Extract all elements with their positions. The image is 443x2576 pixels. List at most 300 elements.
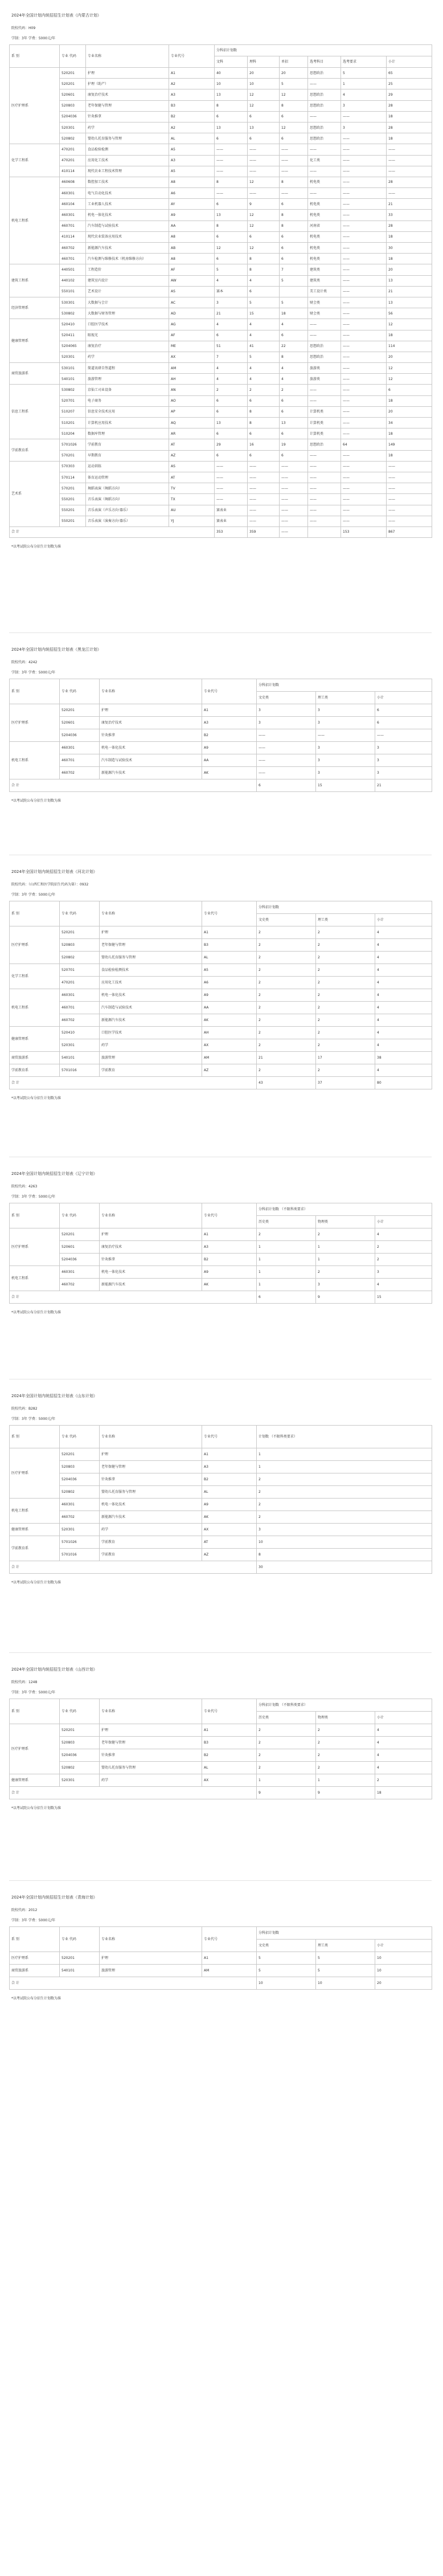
cell-t: 56 <box>387 308 432 319</box>
cell-mc: A3 <box>202 1241 257 1254</box>
cell-r: —— <box>341 494 387 505</box>
cell-r: —— <box>341 254 387 264</box>
cell-code: 540101 <box>60 1052 100 1064</box>
cell-code: 520301 <box>60 352 86 362</box>
table-row <box>10 1014 432 1027</box>
cell-mc: A1 <box>202 1448 257 1461</box>
cell-sub: —— <box>308 450 341 461</box>
cell-t: —— <box>387 166 432 177</box>
cell-l: —— <box>248 516 280 526</box>
cell-t: 25 <box>387 79 432 89</box>
cell-s: 7 <box>280 264 308 275</box>
header-wen: 历史类 <box>257 1216 316 1228</box>
cell-mc: A1 <box>202 1952 257 1965</box>
cell-l: 3 <box>316 742 375 754</box>
cell-name: 汽车检测与维修技术（机房维修方向） <box>86 254 169 264</box>
cell-name: 学前教育 <box>100 1064 202 1077</box>
cell-w: 5 <box>257 1965 316 1977</box>
cell-t: —— <box>387 155 432 166</box>
cell-name: 针灸推拿 <box>100 1749 202 1762</box>
cell-sub: 财会类 <box>308 308 341 319</box>
table-row <box>10 1762 432 1774</box>
table-row <box>10 964 432 977</box>
cell-t: 8 <box>257 1549 432 1561</box>
cell-l: 15 <box>248 308 280 319</box>
cell-t: 38 <box>375 1052 432 1064</box>
table-row <box>10 494 432 505</box>
total-t: 15 <box>375 1291 432 1304</box>
header-code: 专业 代码 <box>60 45 86 68</box>
cell-name: 应用化工技术 <box>86 155 169 166</box>
header-row <box>10 901 432 914</box>
total-row <box>10 1077 432 1089</box>
cell-code: 520201 <box>60 1952 100 1965</box>
dept-cell: 商贸旅游系 <box>10 363 60 385</box>
cell-mc: AT <box>202 1536 257 1549</box>
cell-mc: AL <box>202 1486 257 1499</box>
cell-w: 1 <box>257 1241 316 1254</box>
cell-code: 520601 <box>60 1241 100 1254</box>
school-code: 院校代码：H09 <box>11 26 36 30</box>
cell-t: 2 <box>257 1486 432 1499</box>
cell-s: 19 <box>280 439 308 450</box>
table-row <box>10 450 432 461</box>
cell-s: 6 <box>280 231 308 242</box>
cell-code: 570201 <box>60 483 86 494</box>
cell-sub: —— <box>308 166 341 177</box>
cell-t: 33 <box>387 210 432 221</box>
cell-t: 4 <box>375 1737 432 1749</box>
cell-w: 1 <box>257 1266 316 1279</box>
cell-r: —— <box>341 461 387 472</box>
cell-t: 4 <box>375 1039 432 1052</box>
cell-l: 6 <box>248 286 280 297</box>
total-row <box>10 1561 432 1574</box>
cell-r: —— <box>341 483 387 494</box>
cell-mc: A8 <box>169 177 215 187</box>
cell-l: 8 <box>248 264 280 275</box>
table-row <box>10 297 432 308</box>
total-row <box>10 1977 432 1990</box>
cell-name: 老年保健与管理 <box>100 1461 202 1473</box>
header-majcode: 专业代号 <box>202 901 257 926</box>
header-plan: 分科招计划数 （不限科类要求） <box>257 1699 432 1712</box>
cell-sub: 机电类 <box>308 243 341 254</box>
table-row <box>10 406 432 417</box>
cell-r: —— <box>341 418 387 428</box>
dept-cell: 健康管理系 <box>10 319 60 363</box>
cell-name: 护理 <box>100 704 202 717</box>
cell-l: 2 <box>316 1039 375 1052</box>
cell-mc: AP <box>169 406 215 417</box>
total-w: 43 <box>257 1077 316 1089</box>
table-row <box>10 1448 432 1461</box>
cell-name: 汽车制造与试验技术 <box>100 754 202 767</box>
school-code: 院校代码：2012 <box>11 1908 38 1912</box>
cell-name: 护理（助产） <box>86 79 169 89</box>
cell-mc: AF <box>169 264 215 275</box>
cell-name: 工程造价 <box>86 264 169 275</box>
cell-t: 12 <box>387 374 432 385</box>
cell-l: 2 <box>316 964 375 977</box>
total-s: —— <box>280 526 308 537</box>
cell-t: 20 <box>387 352 432 362</box>
cell-mc: A1 <box>202 704 257 717</box>
cell-mc: AO <box>169 395 215 406</box>
cell-name: 运动训练 <box>86 461 169 472</box>
cell-l: 6 <box>248 111 280 122</box>
header-code: 专业 代码 <box>60 1426 100 1448</box>
cell-code: 460301 <box>60 1266 100 1279</box>
cell-mc: A3 <box>169 89 215 100</box>
cell-l: 8 <box>248 406 280 417</box>
cell-sub: —— <box>308 461 341 472</box>
cell-t: 28 <box>387 122 432 133</box>
cell-mc: A9 <box>202 1266 257 1279</box>
cell-l: 3 <box>316 1279 375 1291</box>
cell-s: —— <box>280 188 308 199</box>
cell-t: 18 <box>387 428 432 439</box>
cell-sub: 机电类 <box>308 210 341 221</box>
cell-code: 5701016 <box>60 1549 100 1561</box>
header-dept: 系 别 <box>10 1203 60 1228</box>
cell-mc: AS <box>169 286 215 297</box>
cell-code: 470201 <box>60 155 86 166</box>
cell-t: 4 <box>375 939 432 952</box>
table-row <box>10 231 432 242</box>
cell-sub: 思想政治 <box>308 352 341 362</box>
cell-r: —— <box>341 111 387 122</box>
cell-sub: 思想政治 <box>308 89 341 100</box>
cell-w: 2 <box>257 1228 316 1241</box>
header-major: 专业名称 <box>100 1203 202 1228</box>
cell-mc: B3 <box>202 939 257 952</box>
table-row <box>10 1774 432 1787</box>
cell-mc: A3 <box>202 1461 257 1473</box>
dept-cell: 建筑工程系 <box>10 264 60 297</box>
cell-code: 460702 <box>60 1279 100 1291</box>
cell-code: 570303 <box>60 461 86 472</box>
cell-t: 28 <box>387 100 432 111</box>
dept-cell: 学前教育系 <box>10 439 60 461</box>
cell-t: 18 <box>387 450 432 461</box>
cell-name: 康复治疗技术 <box>86 89 169 100</box>
cell-mc: A1 <box>169 68 215 79</box>
cell-sub: 河南省 <box>308 221 341 231</box>
divider <box>9 1880 432 1881</box>
total-row <box>10 779 432 792</box>
cell-sub: —— <box>308 516 341 526</box>
header-total: 小计 <box>387 56 432 68</box>
cell-w: 40 <box>215 68 248 79</box>
cell-t: 4 <box>375 977 432 989</box>
cell-mc: AZ <box>202 1549 257 1561</box>
cell-code: 520803 <box>60 100 86 111</box>
cell-l: 6 <box>248 231 280 242</box>
cell-mc: A3 <box>202 717 257 729</box>
cell-code: 460702 <box>60 243 86 254</box>
cell-t: —— <box>387 516 432 526</box>
cell-w: —— <box>215 144 248 155</box>
dept-cell: 机电工程系 <box>10 742 60 779</box>
table-row <box>10 1039 432 1052</box>
cell-t: 34 <box>387 418 432 428</box>
cell-name: 食品检验检测技术 <box>100 964 202 977</box>
table-row <box>10 1002 432 1014</box>
cell-mc: AC <box>169 297 215 308</box>
cell-name: 数据库管理 <box>86 428 169 439</box>
table-row <box>10 717 432 729</box>
school-meta: 学制：3年 学费：5000元/年 <box>11 893 56 897</box>
table-row <box>10 1052 432 1064</box>
cell-mc: AA <box>202 754 257 767</box>
cell-t: 2 <box>257 1499 432 1511</box>
total-label: 合 计 <box>10 779 257 792</box>
cell-l: 1 <box>316 1254 375 1266</box>
cell-code: 410114 <box>60 166 86 177</box>
cell-t: 20 <box>387 264 432 275</box>
cell-t: 28 <box>387 221 432 231</box>
header-li: 物理类 <box>316 1712 375 1724</box>
cell-w: —— <box>215 188 248 199</box>
cell-w: 6 <box>215 428 248 439</box>
cell-r: 3 <box>341 100 387 111</box>
cell-name: 电子商务 <box>86 395 169 406</box>
cell-name: 现代农业工程技术管理 <box>86 166 169 177</box>
header-code: 专业 代码 <box>60 901 100 926</box>
cell-s: —— <box>280 505 308 516</box>
cell-s: —— <box>280 516 308 526</box>
divider <box>9 632 432 633</box>
cell-mc: A1 <box>202 1228 257 1241</box>
cell-mc: A8 <box>169 254 215 264</box>
cell-t: —— <box>387 494 432 505</box>
cell-code: 440102 <box>60 275 86 286</box>
cell-name: 护理 <box>100 1952 202 1965</box>
note: *以考试院公布分招生计划数为准 <box>11 1096 61 1100</box>
cell-w: 2 <box>257 952 316 964</box>
school-code: 院校代码：4242 <box>11 660 38 664</box>
cell-mc: AL <box>169 133 215 144</box>
cell-r: —— <box>341 221 387 231</box>
cell-sub: 机电类 <box>308 231 341 242</box>
cell-sub: 思想政治 <box>308 341 341 352</box>
table-row <box>10 166 432 177</box>
cell-l: 2 <box>316 1749 375 1762</box>
cell-mc: A5 <box>202 964 257 977</box>
header-code: 专业 代码 <box>60 1699 100 1724</box>
cell-mc: AG <box>169 319 215 330</box>
cell-mc: AW <box>169 275 215 286</box>
total-w: 6 <box>257 1291 316 1304</box>
cell-l: 2 <box>316 926 375 939</box>
cell-name: 婴幼儿托育服务与管理 <box>100 1486 202 1499</box>
table-row <box>10 754 432 767</box>
cell-code: 520301 <box>60 122 86 133</box>
cell-t: 4 <box>375 1064 432 1077</box>
cell-code: 550201 <box>60 494 86 505</box>
dept-cell: 医疗护理系 <box>10 1952 60 1965</box>
total-l: 9 <box>316 1787 375 1799</box>
cell-name: 老年保健与管理 <box>100 939 202 952</box>
cell-l: 2 <box>316 1737 375 1749</box>
total-t: 30 <box>257 1561 432 1574</box>
dept-cell: 医疗护理系 <box>10 1448 60 1499</box>
cell-l: 10 <box>248 79 280 89</box>
school-meta: 学制：3年 学费：5000元/年 <box>11 1691 56 1695</box>
cell-r: —— <box>341 352 387 362</box>
table-row <box>10 374 432 385</box>
school-code: 院校代码：1248 <box>11 1680 38 1684</box>
header-eng: 单招 <box>280 56 308 68</box>
cell-sub: —— <box>308 494 341 505</box>
header-total: 小计 <box>375 1216 432 1228</box>
header-majcode: 专业代号 <box>202 1426 257 1448</box>
header-row <box>10 1699 432 1712</box>
cell-name: 体育运动管理 <box>86 472 169 483</box>
header-major: 专业名称 <box>100 1426 202 1448</box>
cell-t: 4 <box>375 1279 432 1291</box>
cell-r: —— <box>341 264 387 275</box>
cell-t: 1 <box>257 1461 432 1473</box>
cell-code: 520201 <box>60 1724 100 1737</box>
cell-w: 1 <box>257 1774 316 1787</box>
cell-code: 460701 <box>60 754 100 767</box>
cell-w: 6 <box>215 111 248 122</box>
cell-l: 2 <box>316 939 375 952</box>
cell-w: 13 <box>215 89 248 100</box>
header-majcode: 专业代号 <box>202 679 257 704</box>
cell-mc: AM <box>202 1052 257 1064</box>
cell-mc: AX <box>202 1774 257 1787</box>
cell-r: 1 <box>341 79 387 89</box>
cell-w: 12 <box>215 243 248 254</box>
cell-code: 460702 <box>60 1511 100 1524</box>
header-plan: 分科招计划数 （不限科类要求） <box>257 1203 432 1216</box>
table-row <box>10 319 432 330</box>
table-row <box>10 79 432 89</box>
header-row <box>10 1426 432 1448</box>
cell-l: 16 <box>248 439 280 450</box>
cell-code: 460301 <box>60 989 100 1002</box>
cell-code: 5204036 <box>60 1254 100 1266</box>
cell-name: 旅游管理 <box>100 1052 202 1064</box>
table-row <box>10 939 432 952</box>
cell-w: 赛表业 <box>215 516 248 526</box>
cell-r: —— <box>341 231 387 242</box>
cell-code: 520201 <box>60 926 100 939</box>
total-t: 867 <box>387 526 432 537</box>
table-row <box>10 952 432 964</box>
table-row <box>10 122 432 133</box>
cell-l: 20 <box>248 68 280 79</box>
total-l: 359 <box>248 526 280 537</box>
cell-name: 婴幼儿托育服务与管理 <box>100 952 202 964</box>
header-wen: 文科 <box>215 56 248 68</box>
table-row <box>10 1279 432 1291</box>
cell-r: —— <box>341 155 387 166</box>
cell-mc: AK <box>202 1511 257 1524</box>
plan-table <box>9 44 432 538</box>
cell-name: 舞蹈表演（舞蹈方向） <box>86 483 169 494</box>
cell-w: 8 <box>215 177 248 187</box>
cell-s: 5 <box>280 79 308 89</box>
cell-name: 康复治疗技术 <box>100 717 202 729</box>
cell-w: 3 <box>215 297 248 308</box>
table-row <box>10 989 432 1002</box>
cell-s: 18 <box>280 308 308 319</box>
table-row <box>10 89 432 100</box>
cell-code: 570114 <box>60 472 86 483</box>
cell-r: —— <box>341 144 387 155</box>
header-major: 专业名称 <box>100 679 202 704</box>
cell-t: —— <box>387 461 432 472</box>
cell-name: 音乐表演（演奏方向·器乐） <box>86 516 169 526</box>
cell-t: 30 <box>387 243 432 254</box>
header-dept: 系 别 <box>10 1927 60 1952</box>
cell-code: 510207 <box>60 406 86 417</box>
cell-w: 1 <box>257 1279 316 1291</box>
cell-mc: A5 <box>169 166 215 177</box>
cell-name: 电气自动化技术 <box>86 188 169 199</box>
cell-name: 药学 <box>86 352 169 362</box>
cell-code: 460301 <box>60 210 86 221</box>
cell-code: 470201 <box>60 144 86 155</box>
cell-code: 520301 <box>60 1039 100 1052</box>
cell-l: 8 <box>248 254 280 264</box>
cell-code: 520601 <box>60 717 100 729</box>
cell-l: 12 <box>248 210 280 221</box>
cell-t: —— <box>387 472 432 483</box>
cell-r: 4 <box>341 89 387 100</box>
cell-mc: B3 <box>202 1737 257 1749</box>
header-code: 专业 代码 <box>60 1203 100 1228</box>
cell-code: 520411 <box>60 330 86 341</box>
cell-code: 460301 <box>60 188 86 199</box>
cell-name: 药学 <box>100 1774 202 1787</box>
cell-code: 5204036 <box>60 1749 100 1762</box>
cell-w: 2 <box>257 1749 316 1762</box>
header-total: 小计 <box>375 914 432 926</box>
cell-mc: AX <box>202 1524 257 1536</box>
table-row <box>10 111 432 122</box>
cell-l: —— <box>248 505 280 516</box>
table-row <box>10 1737 432 1749</box>
cell-l: 2 <box>316 1266 375 1279</box>
cell-t: 4 <box>375 1762 432 1774</box>
header-dept: 系 别 <box>10 1699 60 1724</box>
total-row <box>10 1787 432 1799</box>
cell-name: 护理 <box>100 1448 202 1461</box>
total-label: 合 计 <box>10 1787 257 1799</box>
cell-name: 机电一体化技术 <box>100 1266 202 1279</box>
cell-name: 大数据与财务管理 <box>86 308 169 319</box>
cell-s: 13 <box>280 418 308 428</box>
cell-name: 康复治疗 <box>86 341 169 352</box>
cell-code: 460701 <box>60 254 86 264</box>
dept-cell: 商贸旅游系 <box>10 1052 60 1064</box>
cell-code: 520201 <box>60 79 86 89</box>
cell-l: 4 <box>248 330 280 341</box>
cell-t: 4 <box>375 989 432 1002</box>
cell-mc: AM <box>169 363 215 374</box>
table-row <box>10 1724 432 1737</box>
cell-w: 2 <box>257 1039 316 1052</box>
cell-l: —— <box>248 155 280 166</box>
cell-name: 婴幼儿托育服务与管理 <box>100 1762 202 1774</box>
cell-code: 520802 <box>60 1486 100 1499</box>
cell-l: 2 <box>248 385 280 395</box>
